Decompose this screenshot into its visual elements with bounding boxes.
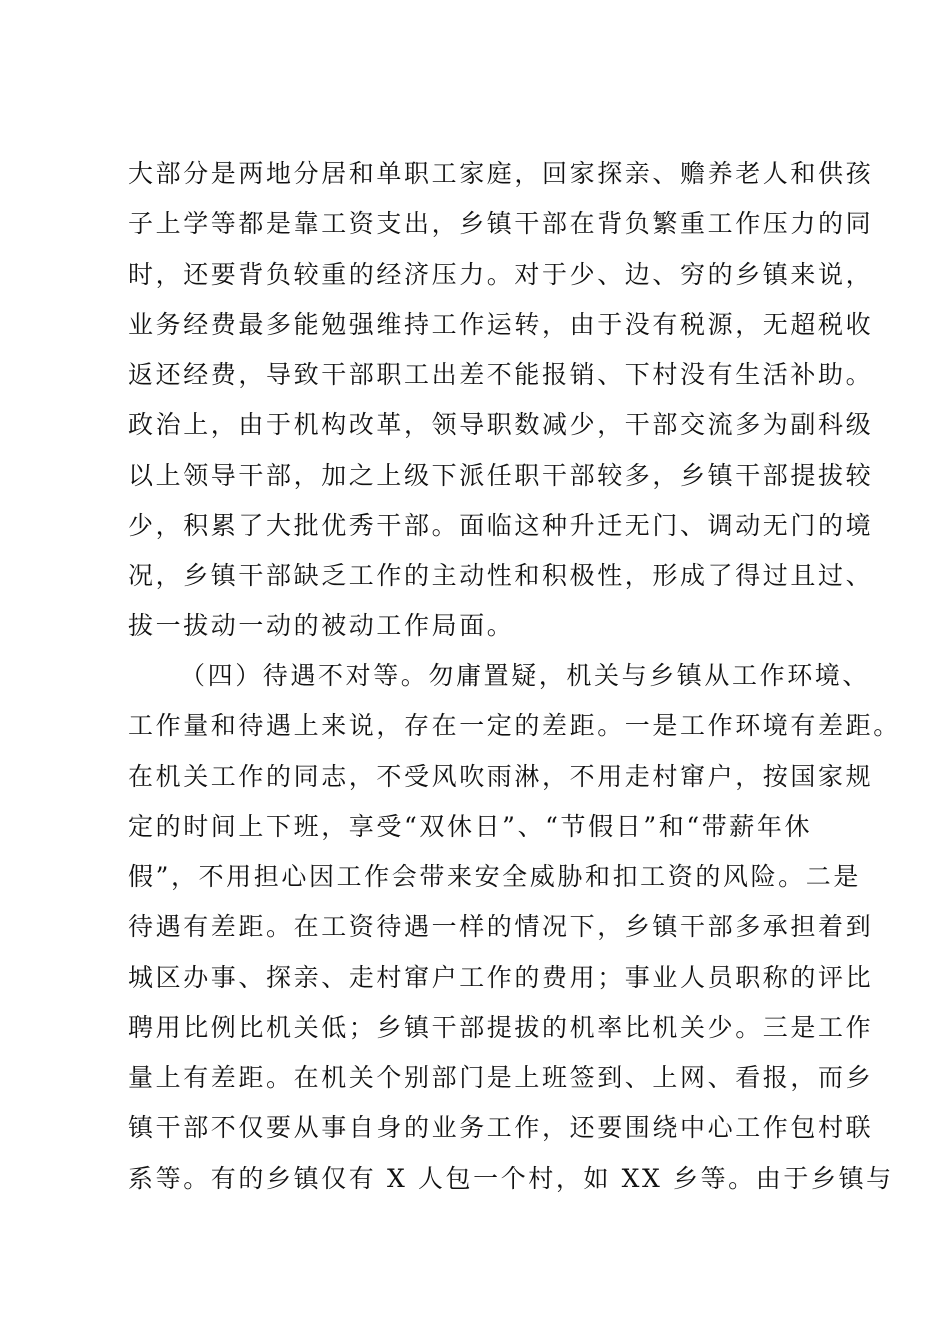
text-line: 聘用比例比机关低；乡镇干部提拔的机率比机关少。三是工作 xyxy=(128,1013,874,1042)
text-line: 大部分是两地分居和单职工家庭，回家探亲、赡养老人和供孩 xyxy=(128,159,874,188)
text-line: 系等。有的乡镇仅有 X 人包一个村，如 XX 乡等。由于乡镇与 xyxy=(128,1164,894,1193)
text-line: 工作量和待遇上来说，存在一定的差距。一是工作环境有差距。 xyxy=(128,711,901,740)
text-line: 业务经费最多能勉强维持工作运转，由于没有税源，无超税收 xyxy=(128,310,874,339)
text-line: 在机关工作的同志，不受风吹雨淋，不用走村窜户，按国家规 xyxy=(128,762,874,791)
text-line: 时，还要背负较重的经济压力。对于少、边、穷的乡镇来说， xyxy=(128,260,874,289)
text-line: 镇干部不仅要从事自身的业务工作，还要围绕中心工作包村联 xyxy=(128,1113,874,1142)
paragraph-heading-line: （四）待遇不对等。勿庸置疑，机关与乡镇从工作环境、 xyxy=(180,661,871,690)
text-line: 况，乡镇干部缺乏工作的主动性和积极性，形成了得过且过、 xyxy=(128,561,874,590)
text-line: 返还经费，导致干部职工出差不能报销、下村没有生活补助。 xyxy=(128,360,874,389)
text-line: 拔一拔动一动的被动工作局面。 xyxy=(128,611,515,640)
text-line: 假”，不用担心因工作会带来安全威胁和扣工资的风险。二是 xyxy=(128,862,861,891)
text-line: 城区办事、探亲、走村窜户工作的费用；事业人员职称的评比 xyxy=(128,963,874,992)
text-line: 定的时间上下班，享受“双休日”、“节假日”和“带薪年休 xyxy=(128,812,813,841)
text-line: 政治上，由于机构改革，领导职数减少，干部交流多为副科级 xyxy=(128,410,874,439)
text-line: 量上有差距。在机关个别部门是上班签到、上网、看报，而乡 xyxy=(128,1063,874,1092)
text-line: 子上学等都是靠工资支出，乡镇干部在背负繁重工作压力的同 xyxy=(128,209,874,238)
text-line: 少，积累了大批优秀干部。面临这种升迁无门、调动无门的境 xyxy=(128,511,874,540)
text-line: 待遇有差距。在工资待遇一样的情况下，乡镇干部多承担着到 xyxy=(128,912,874,941)
text-line: 以上领导干部，加之上级下派任职干部较多，乡镇干部提拔较 xyxy=(128,461,874,490)
